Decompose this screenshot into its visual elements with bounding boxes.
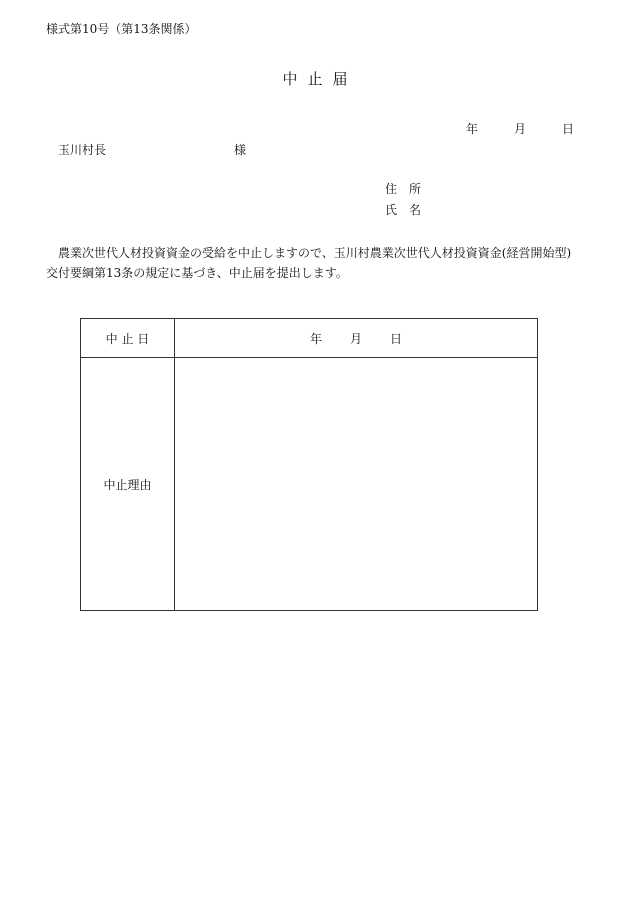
addressee-honorific: 様 — [234, 143, 247, 157]
discontinuation-form-table — [80, 318, 538, 611]
date-value-cell[interactable] — [175, 319, 538, 358]
declaration-text — [46, 243, 586, 283]
table-row-date — [81, 319, 538, 358]
table-date-day: 日 — [390, 331, 403, 346]
date-month-label: 月 — [514, 122, 527, 136]
table-row-reason — [81, 358, 538, 611]
table-date-month: 月 — [349, 331, 362, 346]
date-day-label: 日 — [562, 122, 575, 136]
declaration-line-2: 交付要綱第13条の規定に基づき、中止届を提出します。 — [46, 266, 348, 280]
document-title — [0, 72, 630, 87]
declaration-line-1: 農業次世代人材投資資金の受給を中止しますので、玉川村農業次世代人材投資資金(経営開始型) — [58, 246, 572, 260]
applicant-address-label: 住 所 — [385, 182, 422, 196]
submission-date — [466, 123, 574, 135]
reason-label-cell: 中止理由 — [81, 358, 175, 611]
table-date-year: 年 — [309, 331, 322, 346]
form-number: 様式第10号（第13条関係） — [46, 22, 197, 36]
title-char: 届 — [332, 70, 348, 88]
title-char: 止 — [307, 70, 323, 88]
title-char: 中 — [282, 70, 298, 88]
addressee-name: 玉川村長 — [58, 143, 107, 157]
applicant-name-label: 氏 名 — [385, 203, 422, 217]
reason-value-cell[interactable] — [175, 358, 538, 611]
date-label-cell: 中 止 日 — [81, 319, 175, 358]
date-year-label: 年 — [466, 122, 479, 136]
